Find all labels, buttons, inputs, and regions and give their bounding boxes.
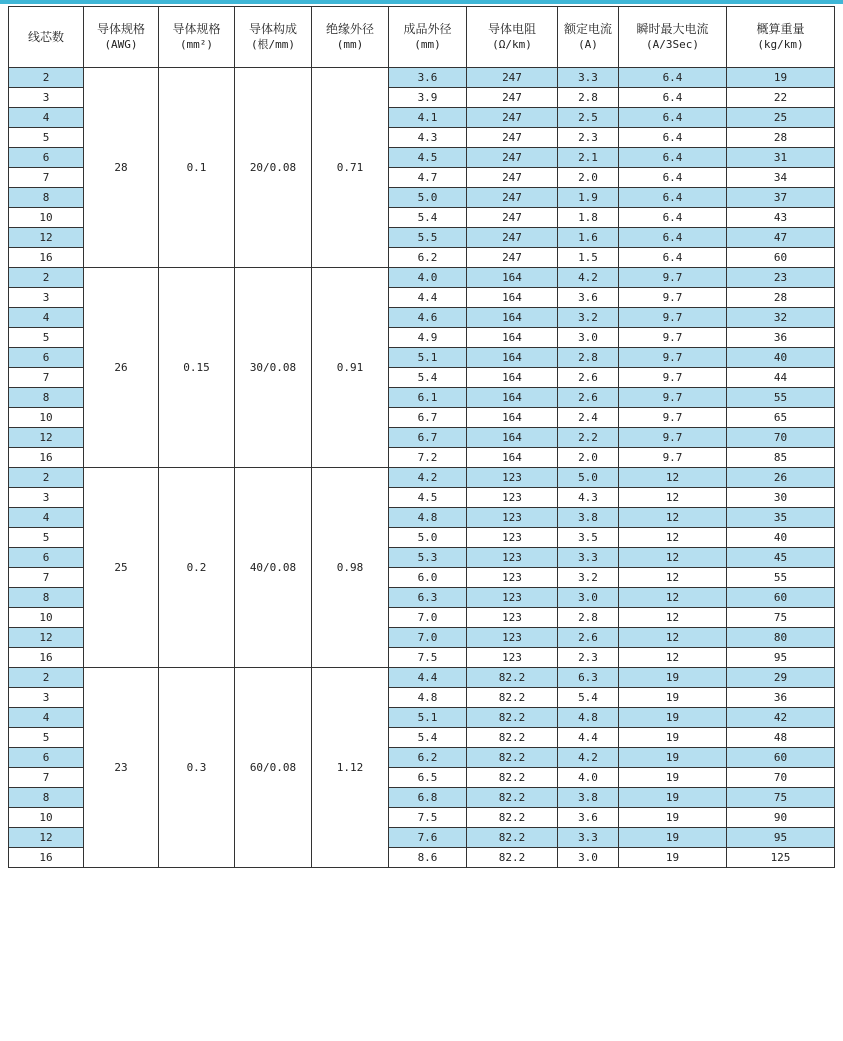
outer-diameter-cell: 4.8 [389, 508, 467, 528]
peak-current-cell: 6.4 [619, 68, 727, 88]
resistance-cell: 82.2 [467, 728, 558, 748]
table-body [9, 68, 835, 868]
cores-cell: 3 [9, 88, 84, 108]
peak-current-cell: 12 [619, 628, 727, 648]
weight-cell: 48 [727, 728, 835, 748]
rated-current-cell: 2.6 [558, 628, 619, 648]
weight-cell: 65 [727, 408, 835, 428]
peak-current-cell: 12 [619, 548, 727, 568]
rated-current-cell: 2.0 [558, 168, 619, 188]
peak-current-cell: 9.7 [619, 448, 727, 468]
peak-current-cell: 6.4 [619, 128, 727, 148]
cores-cell: 4 [9, 308, 84, 328]
resistance-cell: 123 [467, 548, 558, 568]
rated-current-cell: 3.0 [558, 328, 619, 348]
header-unit: (mm) [414, 38, 441, 51]
header-unit: (kg/km) [757, 38, 804, 51]
outer-diameter-cell: 7.5 [389, 808, 467, 828]
peak-current-cell: 19 [619, 668, 727, 688]
peak-current-cell: 19 [619, 748, 727, 768]
resistance-cell: 247 [467, 128, 558, 148]
weight-cell: 32 [727, 308, 835, 328]
resistance-cell: 164 [467, 448, 558, 468]
peak-current-cell: 19 [619, 848, 727, 868]
header-rated-current [558, 7, 619, 68]
outer-diameter-cell: 7.0 [389, 628, 467, 648]
construction-cell: 30/0.08 [235, 268, 312, 468]
rated-current-cell: 3.3 [558, 68, 619, 88]
weight-cell: 19 [727, 68, 835, 88]
cores-cell: 7 [9, 368, 84, 388]
weight-cell: 34 [727, 168, 835, 188]
header-row [9, 7, 835, 68]
rated-current-cell: 2.2 [558, 428, 619, 448]
cores-cell: 5 [9, 728, 84, 748]
weight-cell: 95 [727, 828, 835, 848]
weight-cell: 80 [727, 628, 835, 648]
outer-diameter-cell: 3.9 [389, 88, 467, 108]
table-row [9, 268, 835, 288]
peak-current-cell: 6.4 [619, 108, 727, 128]
resistance-cell: 164 [467, 368, 558, 388]
resistance-cell: 82.2 [467, 828, 558, 848]
rated-current-cell: 4.2 [558, 748, 619, 768]
weight-cell: 60 [727, 588, 835, 608]
outer-diameter-cell: 4.8 [389, 688, 467, 708]
peak-current-cell: 9.7 [619, 288, 727, 308]
weight-cell: 29 [727, 668, 835, 688]
weight-cell: 37 [727, 188, 835, 208]
header-outer-diameter [389, 7, 467, 68]
weight-cell: 47 [727, 228, 835, 248]
cores-cell: 8 [9, 588, 84, 608]
rated-current-cell: 4.4 [558, 728, 619, 748]
resistance-cell: 247 [467, 108, 558, 128]
header-label: 额定电流 [563, 22, 612, 36]
outer-diameter-cell: 4.9 [389, 328, 467, 348]
outer-diameter-cell: 6.2 [389, 748, 467, 768]
resistance-cell: 247 [467, 208, 558, 228]
rated-current-cell: 2.1 [558, 148, 619, 168]
rated-current-cell: 1.5 [558, 248, 619, 268]
peak-current-cell: 19 [619, 688, 727, 708]
construction-cell: 40/0.08 [235, 468, 312, 668]
resistance-cell: 164 [467, 268, 558, 288]
header-label: 概算重量 [756, 22, 805, 36]
peak-current-cell: 9.7 [619, 368, 727, 388]
cores-cell: 4 [9, 508, 84, 528]
resistance-cell: 164 [467, 388, 558, 408]
top-accent-bar [0, 0, 843, 4]
resistance-cell: 82.2 [467, 668, 558, 688]
rated-current-cell: 4.8 [558, 708, 619, 728]
rated-current-cell: 2.3 [558, 648, 619, 668]
peak-current-cell: 6.4 [619, 188, 727, 208]
outer-diameter-cell: 6.5 [389, 768, 467, 788]
outer-diameter-cell: 5.4 [389, 208, 467, 228]
peak-current-cell: 9.7 [619, 328, 727, 348]
cores-cell: 16 [9, 648, 84, 668]
resistance-cell: 123 [467, 648, 558, 668]
rated-current-cell: 2.8 [558, 608, 619, 628]
rated-current-cell: 2.8 [558, 348, 619, 368]
outer-diameter-cell: 4.5 [389, 148, 467, 168]
rated-current-cell: 2.6 [558, 368, 619, 388]
outer-diameter-cell: 4.5 [389, 488, 467, 508]
cores-cell: 2 [9, 68, 84, 88]
resistance-cell: 164 [467, 348, 558, 368]
outer-diameter-cell: 4.4 [389, 668, 467, 688]
weight-cell: 45 [727, 548, 835, 568]
outer-diameter-cell: 7.6 [389, 828, 467, 848]
outer-diameter-cell: 6.1 [389, 388, 467, 408]
resistance-cell: 123 [467, 508, 558, 528]
header-cores [9, 7, 84, 68]
weight-cell: 40 [727, 348, 835, 368]
peak-current-cell: 6.4 [619, 88, 727, 108]
weight-cell: 44 [727, 368, 835, 388]
peak-current-cell: 6.4 [619, 248, 727, 268]
rated-current-cell: 3.2 [558, 568, 619, 588]
weight-cell: 75 [727, 788, 835, 808]
outer-diameter-cell: 8.6 [389, 848, 467, 868]
header-resistance [467, 7, 558, 68]
cores-cell: 5 [9, 128, 84, 148]
outer-diameter-cell: 4.3 [389, 128, 467, 148]
outer-diameter-cell: 6.0 [389, 568, 467, 588]
weight-cell: 22 [727, 88, 835, 108]
rated-current-cell: 3.0 [558, 848, 619, 868]
resistance-cell: 82.2 [467, 748, 558, 768]
resistance-cell: 247 [467, 148, 558, 168]
weight-cell: 36 [727, 688, 835, 708]
peak-current-cell: 12 [619, 608, 727, 628]
peak-current-cell: 6.4 [619, 228, 727, 248]
header-unit: (AWG) [104, 38, 138, 51]
weight-cell: 55 [727, 388, 835, 408]
rated-current-cell: 4.2 [558, 268, 619, 288]
rated-current-cell: 2.0 [558, 448, 619, 468]
cores-cell: 10 [9, 808, 84, 828]
cores-cell: 2 [9, 468, 84, 488]
peak-current-cell: 6.4 [619, 168, 727, 188]
peak-current-cell: 12 [619, 568, 727, 588]
cores-cell: 3 [9, 488, 84, 508]
peak-current-cell: 9.7 [619, 308, 727, 328]
cores-cell: 6 [9, 748, 84, 768]
weight-cell: 70 [727, 768, 835, 788]
weight-cell: 31 [727, 148, 835, 168]
cores-cell: 7 [9, 168, 84, 188]
cores-cell: 12 [9, 228, 84, 248]
outer-diameter-cell: 6.8 [389, 788, 467, 808]
cores-cell: 7 [9, 768, 84, 788]
resistance-cell: 247 [467, 68, 558, 88]
cable-spec-table [8, 6, 835, 868]
mm2-cell: 0.2 [159, 468, 235, 668]
rated-current-cell: 5.0 [558, 468, 619, 488]
peak-current-cell: 9.7 [619, 268, 727, 288]
weight-cell: 35 [727, 508, 835, 528]
resistance-cell: 123 [467, 568, 558, 588]
weight-cell: 23 [727, 268, 835, 288]
resistance-cell: 247 [467, 88, 558, 108]
resistance-cell: 123 [467, 468, 558, 488]
peak-current-cell: 19 [619, 768, 727, 788]
outer-diameter-cell: 4.1 [389, 108, 467, 128]
resistance-cell: 247 [467, 228, 558, 248]
weight-cell: 42 [727, 708, 835, 728]
weight-cell: 75 [727, 608, 835, 628]
resistance-cell: 82.2 [467, 808, 558, 828]
outer-diameter-cell: 4.6 [389, 308, 467, 328]
cores-cell: 5 [9, 328, 84, 348]
cores-cell: 12 [9, 828, 84, 848]
resistance-cell: 123 [467, 628, 558, 648]
rated-current-cell: 3.2 [558, 308, 619, 328]
rated-current-cell: 6.3 [558, 668, 619, 688]
peak-current-cell: 9.7 [619, 388, 727, 408]
cores-cell: 6 [9, 548, 84, 568]
cores-cell: 3 [9, 688, 84, 708]
insulation-cell: 0.71 [312, 68, 389, 268]
header-label: 导体电阻 [487, 22, 536, 36]
header-unit: (mm) [336, 38, 364, 51]
weight-cell: 60 [727, 248, 835, 268]
cores-cell: 4 [9, 108, 84, 128]
peak-current-cell: 12 [619, 588, 727, 608]
peak-current-cell: 6.4 [619, 208, 727, 228]
rated-current-cell: 3.5 [558, 528, 619, 548]
header-unit: (mm²) [179, 38, 214, 51]
weight-cell: 30 [727, 488, 835, 508]
rated-current-cell: 3.8 [558, 508, 619, 528]
cores-cell: 6 [9, 348, 84, 368]
peak-current-cell: 12 [619, 508, 727, 528]
resistance-cell: 123 [467, 608, 558, 628]
table-row [9, 468, 835, 488]
peak-current-cell: 19 [619, 788, 727, 808]
header-weight [727, 7, 835, 68]
header-label: 成品外径 [403, 22, 452, 36]
cores-cell: 5 [9, 528, 84, 548]
outer-diameter-cell: 6.3 [389, 588, 467, 608]
header-unit: (Ω/km) [492, 38, 532, 51]
peak-current-cell: 19 [619, 728, 727, 748]
outer-diameter-cell: 3.6 [389, 68, 467, 88]
outer-diameter-cell: 5.4 [389, 368, 467, 388]
cores-cell: 16 [9, 848, 84, 868]
resistance-cell: 82.2 [467, 708, 558, 728]
resistance-cell: 82.2 [467, 788, 558, 808]
rated-current-cell: 2.6 [558, 388, 619, 408]
rated-current-cell: 2.5 [558, 108, 619, 128]
awg-cell: 28 [84, 68, 159, 268]
outer-diameter-cell: 6.7 [389, 428, 467, 448]
rated-current-cell: 3.8 [558, 788, 619, 808]
rated-current-cell: 2.3 [558, 128, 619, 148]
outer-diameter-cell: 5.5 [389, 228, 467, 248]
resistance-cell: 123 [467, 588, 558, 608]
rated-current-cell: 4.3 [558, 488, 619, 508]
resistance-cell: 247 [467, 168, 558, 188]
cores-cell: 6 [9, 148, 84, 168]
construction-cell: 20/0.08 [235, 68, 312, 268]
cores-cell: 8 [9, 388, 84, 408]
outer-diameter-cell: 5.3 [389, 548, 467, 568]
insulation-cell: 1.12 [312, 668, 389, 868]
resistance-cell: 123 [467, 528, 558, 548]
peak-current-cell: 9.7 [619, 348, 727, 368]
awg-cell: 25 [84, 468, 159, 668]
header-label: 导体规格 [96, 22, 145, 36]
resistance-cell: 247 [467, 188, 558, 208]
resistance-cell: 247 [467, 248, 558, 268]
resistance-cell: 164 [467, 328, 558, 348]
awg-cell: 26 [84, 268, 159, 468]
cores-cell: 12 [9, 428, 84, 448]
header-insulation [312, 7, 389, 68]
peak-current-cell: 9.7 [619, 408, 727, 428]
table-row [9, 668, 835, 688]
weight-cell: 90 [727, 808, 835, 828]
weight-cell: 28 [727, 128, 835, 148]
weight-cell: 55 [727, 568, 835, 588]
weight-cell: 43 [727, 208, 835, 228]
header-label: 绝缘外径 [325, 22, 374, 36]
resistance-cell: 82.2 [467, 688, 558, 708]
resistance-cell: 164 [467, 428, 558, 448]
cores-cell: 16 [9, 248, 84, 268]
peak-current-cell: 9.7 [619, 428, 727, 448]
outer-diameter-cell: 5.1 [389, 348, 467, 368]
cores-cell: 16 [9, 448, 84, 468]
rated-current-cell: 1.6 [558, 228, 619, 248]
header-construction [235, 7, 312, 68]
outer-diameter-cell: 4.7 [389, 168, 467, 188]
peak-current-cell: 19 [619, 708, 727, 728]
rated-current-cell: 2.8 [558, 88, 619, 108]
mm2-cell: 0.15 [159, 268, 235, 468]
cores-cell: 10 [9, 208, 84, 228]
resistance-cell: 123 [467, 488, 558, 508]
mm2-cell: 0.1 [159, 68, 235, 268]
resistance-cell: 82.2 [467, 768, 558, 788]
header-label: 瞬时最大电流 [636, 22, 709, 36]
header-awg [84, 7, 159, 68]
outer-diameter-cell: 7.5 [389, 648, 467, 668]
cores-cell: 8 [9, 788, 84, 808]
cores-cell: 3 [9, 288, 84, 308]
rated-current-cell: 3.0 [558, 588, 619, 608]
weight-cell: 25 [727, 108, 835, 128]
weight-cell: 125 [727, 848, 835, 868]
header-mm2 [159, 7, 235, 68]
insulation-cell: 0.98 [312, 468, 389, 668]
peak-current-cell: 19 [619, 828, 727, 848]
header-unit: (A) [578, 38, 598, 51]
outer-diameter-cell: 5.0 [389, 528, 467, 548]
weight-cell: 85 [727, 448, 835, 468]
cores-cell: 2 [9, 668, 84, 688]
cores-cell: 10 [9, 408, 84, 428]
table-row [9, 68, 835, 88]
resistance-cell: 164 [467, 308, 558, 328]
outer-diameter-cell: 7.0 [389, 608, 467, 628]
rated-current-cell: 4.0 [558, 768, 619, 788]
outer-diameter-cell: 4.0 [389, 268, 467, 288]
rated-current-cell: 1.8 [558, 208, 619, 228]
resistance-cell: 82.2 [467, 848, 558, 868]
insulation-cell: 0.91 [312, 268, 389, 468]
header-label: 导体规格 [172, 22, 221, 36]
resistance-cell: 164 [467, 408, 558, 428]
outer-diameter-cell: 6.7 [389, 408, 467, 428]
rated-current-cell: 5.4 [558, 688, 619, 708]
peak-current-cell: 12 [619, 488, 727, 508]
peak-current-cell: 12 [619, 648, 727, 668]
header-label: 导体构成 [248, 22, 297, 36]
weight-cell: 36 [727, 328, 835, 348]
peak-current-cell: 19 [619, 808, 727, 828]
weight-cell: 60 [727, 748, 835, 768]
mm2-cell: 0.3 [159, 668, 235, 868]
header-unit: (根/mm) [250, 38, 296, 51]
cores-cell: 4 [9, 708, 84, 728]
weight-cell: 26 [727, 468, 835, 488]
outer-diameter-cell: 6.2 [389, 248, 467, 268]
cores-cell: 10 [9, 608, 84, 628]
rated-current-cell: 3.6 [558, 808, 619, 828]
outer-diameter-cell: 5.0 [389, 188, 467, 208]
peak-current-cell: 6.4 [619, 148, 727, 168]
outer-diameter-cell: 5.4 [389, 728, 467, 748]
rated-current-cell: 2.4 [558, 408, 619, 428]
header-label: 线芯数 [27, 29, 64, 44]
weight-cell: 70 [727, 428, 835, 448]
rated-current-cell: 3.3 [558, 548, 619, 568]
weight-cell: 28 [727, 288, 835, 308]
peak-current-cell: 12 [619, 528, 727, 548]
cores-cell: 12 [9, 628, 84, 648]
cores-cell: 8 [9, 188, 84, 208]
resistance-cell: 164 [467, 288, 558, 308]
outer-diameter-cell: 5.1 [389, 708, 467, 728]
cores-cell: 2 [9, 268, 84, 288]
cores-cell: 7 [9, 568, 84, 588]
rated-current-cell: 1.9 [558, 188, 619, 208]
weight-cell: 40 [727, 528, 835, 548]
peak-current-cell: 12 [619, 468, 727, 488]
outer-diameter-cell: 4.2 [389, 468, 467, 488]
outer-diameter-cell: 7.2 [389, 448, 467, 468]
rated-current-cell: 3.6 [558, 288, 619, 308]
weight-cell: 95 [727, 648, 835, 668]
awg-cell: 23 [84, 668, 159, 868]
header-peak-current [619, 7, 727, 68]
header-unit: (A/3Sec) [646, 38, 699, 51]
outer-diameter-cell: 4.4 [389, 288, 467, 308]
construction-cell: 60/0.08 [235, 668, 312, 868]
rated-current-cell: 3.3 [558, 828, 619, 848]
